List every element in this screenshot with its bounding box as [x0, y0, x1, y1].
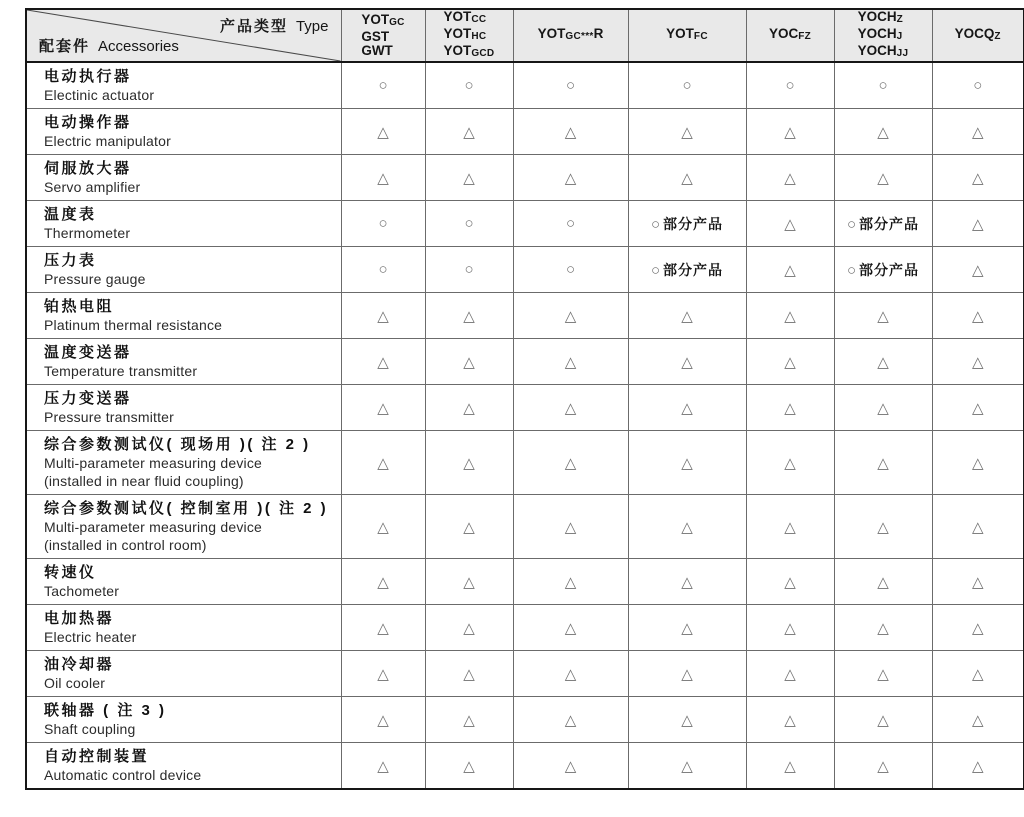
compat-triangle-cell: △ [341, 651, 425, 697]
compat-triangle-cell: △ [746, 109, 834, 155]
corner-header-cell [26, 9, 341, 62]
compat-triangle-cell: △ [932, 431, 1024, 495]
compat-triangle-cell: △ [628, 339, 746, 385]
compat-circle-cell: ○ [341, 62, 425, 109]
compat-triangle-cell: △ [513, 651, 628, 697]
accessory-name-zh: 综合参数测试仪( 现场用 )( 注 2 ) [44, 436, 311, 453]
compat-triangle-cell: △ [746, 431, 834, 495]
table-row [26, 339, 1024, 385]
table-row [26, 109, 1024, 155]
header-row [26, 9, 1024, 62]
accessory-label-cell [26, 62, 341, 109]
compat-triangle-cell: △ [932, 385, 1024, 431]
accessory-name-en: Electric heater [44, 629, 137, 645]
compat-triangle-cell: △ [932, 339, 1024, 385]
column-axis-label [220, 15, 329, 36]
table-row [26, 247, 1024, 293]
column-axis-label-en: Type [295, 18, 329, 35]
table-row [26, 201, 1024, 247]
compat-triangle-cell: △ [932, 201, 1024, 247]
row-axis-label [39, 35, 179, 56]
table-row [26, 385, 1024, 431]
compat-circle-cell: ○ [425, 247, 513, 293]
accessory-name-zh: 自动控制装置 [44, 748, 150, 765]
accessory-name-en: Multi-parameter measuring device [44, 455, 263, 471]
product-type-header-yocfz: YOCFZ [746, 9, 834, 62]
compat-triangle-cell: △ [834, 651, 932, 697]
compat-triangle-cell: △ [425, 651, 513, 697]
compat-triangle-cell: △ [341, 495, 425, 559]
compat-triangle-cell: △ [932, 559, 1024, 605]
accessory-label-cell [26, 385, 341, 431]
compat-triangle-cell: △ [341, 155, 425, 201]
compat-triangle-cell: △ [513, 293, 628, 339]
compat-triangle-cell: △ [932, 605, 1024, 651]
compat-circle-cell: ○ [513, 201, 628, 247]
column-axis-label-zh: 产品类型 [219, 18, 288, 35]
compat-triangle-cell: △ [341, 385, 425, 431]
accessory-name-en: (installed in near fluid coupling) [44, 473, 244, 489]
compat-triangle-cell: △ [834, 495, 932, 559]
accessory-label-cell [26, 651, 341, 697]
accessory-name-zh: 伺服放大器 [44, 160, 132, 177]
circle-symbol: ○ [650, 215, 661, 233]
compat-triangle-cell: △ [932, 743, 1024, 790]
compat-circle-cell: ○ [341, 247, 425, 293]
compat-circle-cell: ○ [513, 62, 628, 109]
accessory-label-cell [26, 495, 341, 559]
accessory-name-en: Thermometer [44, 225, 131, 241]
compat-triangle-cell: △ [746, 201, 834, 247]
partial-products-label: 部分产品 [663, 261, 724, 278]
compat-triangle-cell: △ [746, 155, 834, 201]
product-type-header-yocqz: YOCQZ [932, 9, 1024, 62]
accessory-name-zh: 电动执行器 [44, 68, 132, 85]
compat-triangle-cell: △ [628, 605, 746, 651]
accessory-label-cell [26, 605, 341, 651]
compat-triangle-cell: △ [513, 559, 628, 605]
compat-triangle-cell: △ [628, 293, 746, 339]
compat-circle-cell: ○ [932, 62, 1024, 109]
accessory-name-en: Automatic control device [44, 767, 202, 783]
compat-triangle-cell: △ [746, 339, 834, 385]
compat-triangle-cell: △ [746, 605, 834, 651]
compat-triangle-cell: △ [932, 495, 1024, 559]
compat-triangle-cell: △ [513, 605, 628, 651]
compat-triangle-cell: △ [628, 385, 746, 431]
compat-triangle-cell: △ [425, 431, 513, 495]
compat-triangle-cell: △ [746, 293, 834, 339]
product-type-header-yochz-yochj-yochjj: YOCHZ YOCHJ YOCHJJ [834, 9, 932, 62]
accessory-name-zh: 温度变送器 [44, 344, 132, 361]
table-row [26, 605, 1024, 651]
accessories-compatibility-table [25, 8, 1024, 790]
compat-triangle-cell: △ [628, 109, 746, 155]
accessory-name-en: (installed in control room) [44, 537, 207, 553]
accessory-name-zh: 压力变送器 [44, 390, 132, 407]
compat-partial-products-cell [834, 247, 932, 293]
compat-triangle-cell: △ [834, 109, 932, 155]
accessory-label-cell [26, 247, 341, 293]
accessory-label-cell [26, 339, 341, 385]
compat-triangle-cell: △ [746, 697, 834, 743]
accessory-name-en: Platinum thermal resistance [44, 317, 223, 333]
row-axis-label-zh: 配套件 [39, 38, 91, 55]
accessory-name-en: Temperature transmitter [44, 363, 198, 379]
accessory-name-zh: 转速仪 [44, 564, 97, 581]
compat-triangle-cell: △ [628, 431, 746, 495]
accessory-label-cell [26, 697, 341, 743]
compat-triangle-cell: △ [425, 495, 513, 559]
circle-symbol: ○ [846, 215, 857, 233]
table-row [26, 495, 1024, 559]
compat-triangle-cell: △ [834, 293, 932, 339]
accessory-name-en: Tachometer [44, 583, 120, 599]
compat-triangle-cell: △ [425, 293, 513, 339]
compat-triangle-cell: △ [628, 697, 746, 743]
accessory-name-en: Shaft coupling [44, 721, 136, 737]
accessory-label-cell [26, 155, 341, 201]
accessory-name-en: Electric manipulator [44, 133, 171, 149]
table-row [26, 431, 1024, 495]
compat-circle-cell: ○ [834, 62, 932, 109]
accessory-name-zh: 联轴器 ( 注 3 ) [44, 702, 167, 719]
compat-triangle-cell: △ [425, 743, 513, 790]
table-row [26, 293, 1024, 339]
compat-triangle-cell: △ [425, 697, 513, 743]
product-type-header-yotgc-gst-gwt: YOTGC GST GWT [341, 9, 425, 62]
compat-partial-products-cell [628, 201, 746, 247]
compat-triangle-cell: △ [834, 559, 932, 605]
compat-circle-cell: ○ [513, 247, 628, 293]
compat-circle-cell: ○ [746, 62, 834, 109]
accessory-label-cell [26, 559, 341, 605]
compat-triangle-cell: △ [932, 247, 1024, 293]
compat-triangle-cell: △ [341, 109, 425, 155]
compat-triangle-cell: △ [746, 247, 834, 293]
compat-triangle-cell: △ [834, 605, 932, 651]
compat-triangle-cell: △ [425, 155, 513, 201]
accessory-label-cell [26, 431, 341, 495]
compat-circle-cell: ○ [341, 201, 425, 247]
product-type-header-yotcc-yothc-yotgcd: YOTCC YOTHC YOTGCD [425, 9, 513, 62]
compat-triangle-cell: △ [425, 109, 513, 155]
accessory-label-cell [26, 293, 341, 339]
accessory-name-en: Electinic actuator [44, 87, 155, 103]
compat-triangle-cell: △ [628, 651, 746, 697]
compat-triangle-cell: △ [425, 339, 513, 385]
compat-triangle-cell: △ [932, 155, 1024, 201]
table-row [26, 559, 1024, 605]
compat-triangle-cell: △ [513, 385, 628, 431]
partial-products-label: 部分产品 [859, 261, 920, 278]
compat-triangle-cell: △ [932, 651, 1024, 697]
compat-triangle-cell: △ [513, 431, 628, 495]
compat-triangle-cell: △ [425, 559, 513, 605]
partial-products-label: 部分产品 [663, 215, 724, 232]
compat-triangle-cell: △ [834, 743, 932, 790]
compat-triangle-cell: △ [834, 339, 932, 385]
compat-triangle-cell: △ [628, 495, 746, 559]
compat-triangle-cell: △ [341, 743, 425, 790]
accessory-name-en: Pressure gauge [44, 271, 146, 287]
accessory-name-zh: 综合参数测试仪( 控制室用 )( 注 2 ) [44, 500, 329, 517]
compat-triangle-cell: △ [425, 385, 513, 431]
table-row [26, 62, 1024, 109]
compat-triangle-cell: △ [834, 697, 932, 743]
compat-triangle-cell: △ [341, 605, 425, 651]
compat-circle-cell: ○ [425, 62, 513, 109]
table-row [26, 743, 1024, 790]
compat-partial-products-cell [628, 247, 746, 293]
compat-triangle-cell: △ [341, 339, 425, 385]
compat-triangle-cell: △ [746, 743, 834, 790]
compat-circle-cell: ○ [425, 201, 513, 247]
accessory-name-en: Oil cooler [44, 675, 106, 691]
compat-triangle-cell: △ [834, 385, 932, 431]
accessory-name-zh: 油冷却器 [44, 656, 115, 673]
accessory-label-cell [26, 109, 341, 155]
compat-triangle-cell: △ [341, 293, 425, 339]
compat-triangle-cell: △ [425, 605, 513, 651]
compat-triangle-cell: △ [513, 339, 628, 385]
compat-triangle-cell: △ [834, 155, 932, 201]
accessory-name-en: Pressure transmitter [44, 409, 175, 425]
accessory-name-zh: 铂热电阻 [44, 298, 115, 315]
compat-triangle-cell: △ [746, 651, 834, 697]
product-type-header-yotgc-r: YOTGC***R [513, 9, 628, 62]
accessory-name-zh: 温度表 [44, 206, 97, 223]
accessory-name-zh: 电动操作器 [44, 114, 132, 131]
compat-triangle-cell: △ [341, 697, 425, 743]
table-row [26, 697, 1024, 743]
accessory-name-en: Multi-parameter measuring device [44, 519, 263, 535]
compat-triangle-cell: △ [341, 431, 425, 495]
partial-products-label: 部分产品 [859, 215, 920, 232]
row-axis-label-en: Accessories [98, 38, 179, 55]
compat-triangle-cell: △ [513, 697, 628, 743]
compat-triangle-cell: △ [932, 697, 1024, 743]
circle-symbol: ○ [650, 261, 661, 279]
table-row [26, 155, 1024, 201]
table-row [26, 651, 1024, 697]
compat-triangle-cell: △ [834, 431, 932, 495]
accessory-name-zh: 压力表 [44, 252, 97, 269]
accessory-label-cell [26, 743, 341, 790]
compat-triangle-cell: △ [746, 385, 834, 431]
product-type-header-yotfc: YOTFC [628, 9, 746, 62]
compat-triangle-cell: △ [628, 743, 746, 790]
compat-triangle-cell: △ [746, 559, 834, 605]
compat-triangle-cell: △ [932, 109, 1024, 155]
compat-triangle-cell: △ [628, 559, 746, 605]
compat-triangle-cell: △ [341, 559, 425, 605]
compat-triangle-cell: △ [513, 743, 628, 790]
compat-circle-cell: ○ [628, 62, 746, 109]
compat-triangle-cell: △ [513, 155, 628, 201]
circle-symbol: ○ [846, 261, 857, 279]
compat-triangle-cell: △ [746, 495, 834, 559]
accessory-name-en: Servo amplifier [44, 179, 141, 195]
compat-triangle-cell: △ [932, 293, 1024, 339]
compat-triangle-cell: △ [513, 495, 628, 559]
accessory-label-cell [26, 201, 341, 247]
compat-triangle-cell: △ [628, 155, 746, 201]
compat-triangle-cell: △ [513, 109, 628, 155]
accessory-name-zh: 电加热器 [44, 610, 115, 627]
compat-partial-products-cell [834, 201, 932, 247]
